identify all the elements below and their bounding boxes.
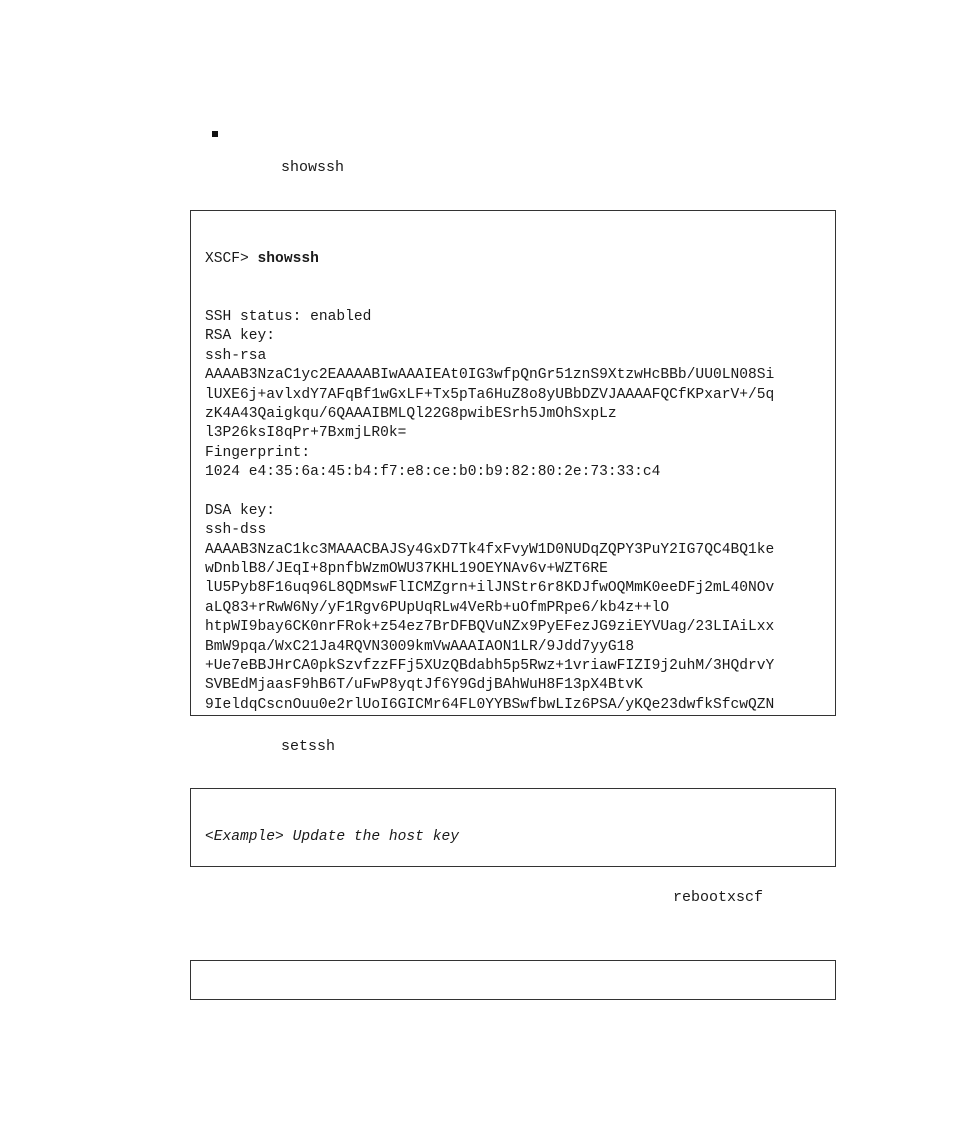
prompt: XSCF> <box>205 250 258 267</box>
bullet-marker <box>212 131 218 137</box>
output-line: aLQ83+rRwW6Ny/yF1Rgv6PUpUqRLw4VeRb+uOfmPRpe6/kb4z++lO <box>205 599 670 616</box>
output-line: SSH status: enabled <box>205 309 372 326</box>
output-line: AAAAB3NzaC1kc3MAAACBAJSy4GxD7Tk4fxFvyW1D0NUDqZQPY3PuY2IG7QC4BQ1ke <box>205 541 775 558</box>
output-line <box>205 715 827 716</box>
output-line <box>205 483 827 502</box>
output-line: zK4A43Qaigkqu/6QAAAIBMLQl22G8pwibESrh5JmOhSxpLz <box>205 405 617 422</box>
setssh-example-box <box>190 788 836 867</box>
output-line: lUXE6j+avlxdY7AFqBf1wGxLF+Tx5pTa6HuZ8o8yUBbDZVJAAAAFQCfKPxarV+/5q <box>205 386 775 403</box>
rebootxscf-box <box>190 960 836 1000</box>
output-line: ssh-rsa <box>205 347 267 364</box>
output-line: +Ue7eBBJHrCA0pkSzvfzzFFj5XUzQBdabh5p5Rwz+1vriawFIZI9j2uhM/3HQdrvY <box>205 658 775 675</box>
output-line: DSA key: <box>205 502 276 519</box>
output-line: Fingerprint: <box>205 444 311 461</box>
output-line: ssh-dss <box>205 522 267 539</box>
rebootxscf-command-label: rebootxscf <box>673 889 764 906</box>
showssh-prompt-line <box>205 250 827 269</box>
output-line: 1024 e4:35:6a:45:b4:f7:e8:ce:b0:b9:82:80:2e:73:33:c4 <box>205 464 661 481</box>
showssh-output-box <box>190 210 836 716</box>
output-line: htpWI9bay6CK0nrFRok+z54ez7BrDFBQVuNZx9PyEFezJG9ziEYVUag/23LIAiLxx <box>205 619 775 636</box>
showssh-command-label: showssh <box>281 159 345 176</box>
output-line: 9IeldqCscnOuu0e2rlUoI6GICMr64FL0YYBSwfbwLIz6PSA/yKQe23dwfkSfcwQZN <box>205 696 775 713</box>
output-line: RSA key: <box>205 328 276 345</box>
showssh-output-lines <box>205 308 827 716</box>
output-line: l3P26ksI8qPr+7BxmjLR0k= <box>205 425 407 442</box>
showssh-command: showssh <box>257 250 319 267</box>
output-line: AAAAB3NzaC1yc2EAAAABIwAAAIEAt0IG3wfpQnGr51znS9XtzwHcBBb/UU0LN08Si <box>205 367 775 384</box>
setssh-command-label: setssh <box>281 738 336 755</box>
example-caption: <Example> Update the host key <box>205 828 459 845</box>
output-line: SVBEdMjaasF9hB6T/uFwP8yqtJf6Y9GdjBAhWuH8F13pX4BtvK <box>205 677 643 694</box>
output-line: lU5Pyb8F16uq96L8QDMswFlICMZgrn+ilJNStr6r8KDJfwOQMmK0eeDFj2mL40NOv <box>205 580 775 597</box>
output-line: wDnblB8/JEqI+8pnfbWzmOWU37KHL19OEYNAv6v+WZT6RE <box>205 561 608 578</box>
output-line: BmW9pqa/WxC21Ja4RQVN3009kmVwAAAIAON1LR/9Jdd7yyG18 <box>205 638 635 655</box>
